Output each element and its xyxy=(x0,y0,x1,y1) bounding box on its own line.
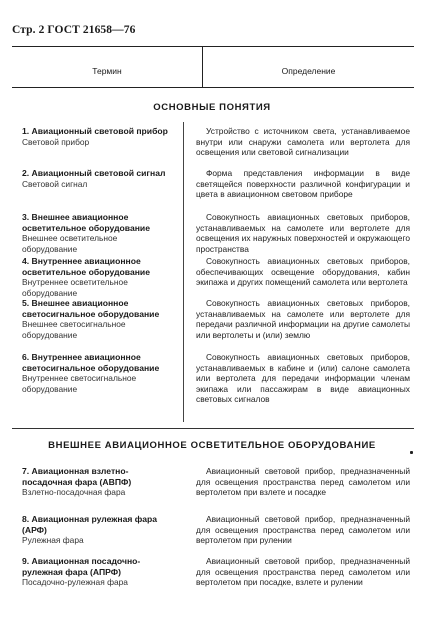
term-title: 5. Внешнее авиационное светосигнальное оборудование xyxy=(22,298,160,319)
column-header-definition: Определение xyxy=(281,66,336,76)
term-short: Взлетно-посадочная фара xyxy=(22,487,126,498)
term-entry xyxy=(22,298,172,340)
term-short: Внутреннее осветительное оборудование xyxy=(22,277,128,298)
term-title: 2. Авиационный световой сигнал xyxy=(22,168,166,178)
term-title: 8. Авиационная рулежная фара (АРФ) xyxy=(22,514,158,535)
page-mark xyxy=(410,451,413,454)
section-title-external-lighting: ВНЕШНЕЕ АВИАЦИОННОЕ ОСВЕТИТЕЛЬНОЕ ОБОРУДОВАНИЕ xyxy=(48,440,376,451)
term-short: Внутреннее светосигнальное оборудование xyxy=(22,373,137,394)
term-title: 1. Авиационный световой прибор xyxy=(22,126,168,136)
term-definition: Авиационный световой прибор, предназначенный для освещения пространства перед самолетом или вертолетом при посадке, взлете и рулении xyxy=(196,556,410,587)
term-short: Посадочно-рулежная фара xyxy=(22,577,128,588)
term-title: 3. Внешнее авиационное осветительное оборудование xyxy=(22,212,150,233)
term-entry xyxy=(22,256,172,298)
term-entry xyxy=(22,168,172,189)
section-separator xyxy=(12,428,414,429)
column-header-term: Термин xyxy=(92,66,122,76)
term-short: Внешнее осветительное оборудование xyxy=(22,233,118,254)
term-entry xyxy=(22,556,172,588)
section-title-basic: ОСНОВНЫЕ ПОНЯТИЯ xyxy=(153,102,271,113)
term-definition: Форма представления информации в виде светящейся поверхности различной конфигурации и цвета в авиационном световом приборе xyxy=(196,168,410,199)
table-header xyxy=(12,46,414,88)
term-short: Световой сигнал xyxy=(22,178,88,189)
term-definition: Устройство с источником света, устанавливаемое внутри или снаружи самолета или вертолета для освещения или световой сигнализации xyxy=(196,126,410,157)
term-title: 9. Авиационная посадочно-рулежная фара (АПРФ) xyxy=(22,556,141,577)
term-title: 6. Внутреннее авиационное светосигнальное оборудование xyxy=(22,352,160,373)
term-short: Световой прибор xyxy=(22,136,90,147)
term-short: Рулежная фара xyxy=(22,535,84,546)
term-title: 4. Внутреннее авиационное осветительное оборудование xyxy=(22,256,150,277)
term-definition: Совокупность авиационных световых приборов, устанавливаемых в кабине и (или) салоне самолета или вертолета для передачи информации членам экипажа или пассажирам в виде авиационных световых сигналов xyxy=(196,352,410,404)
term-entry xyxy=(22,352,172,394)
term-definition: Совокупность авиационных световых приборов, устанавливаемых на самолете или вертолете для передачи различной информации на другие самолеты или вертолеты и (или) землю xyxy=(196,298,410,340)
term-short: Внешнее светосигнальное оборудование xyxy=(22,319,126,340)
term-entry xyxy=(22,212,172,254)
term-entry xyxy=(22,126,172,147)
term-definition: Авиационный световой прибор, предназначенный для освещения пространства перед самолетом или вертолетом при рулении xyxy=(196,514,410,545)
term-definition: Совокупность авиационных световых приборов, устанавливаемых на самолете или вертолете для освещения их наружных поверхностей и окружающего пространства xyxy=(196,212,410,254)
page-header: Стр. 2 ГОСТ 21658—76 xyxy=(12,24,136,36)
term-definition: Авиационный световой прибор, предназначенный для освещения пространства перед самолетом или вертолетом при взлете и посадке xyxy=(196,466,410,497)
term-definition: Совокупность авиационных световых приборов, обеспечивающих освещение оборудования, кабин экипажа и других помещений самолета или вертолета xyxy=(196,256,410,287)
term-entry xyxy=(22,466,172,498)
term-entry xyxy=(22,514,172,546)
term-title: 7. Авиационная взлетно-посадочная фара (АВПФ) xyxy=(22,466,132,487)
column-divider-section1 xyxy=(183,122,184,422)
